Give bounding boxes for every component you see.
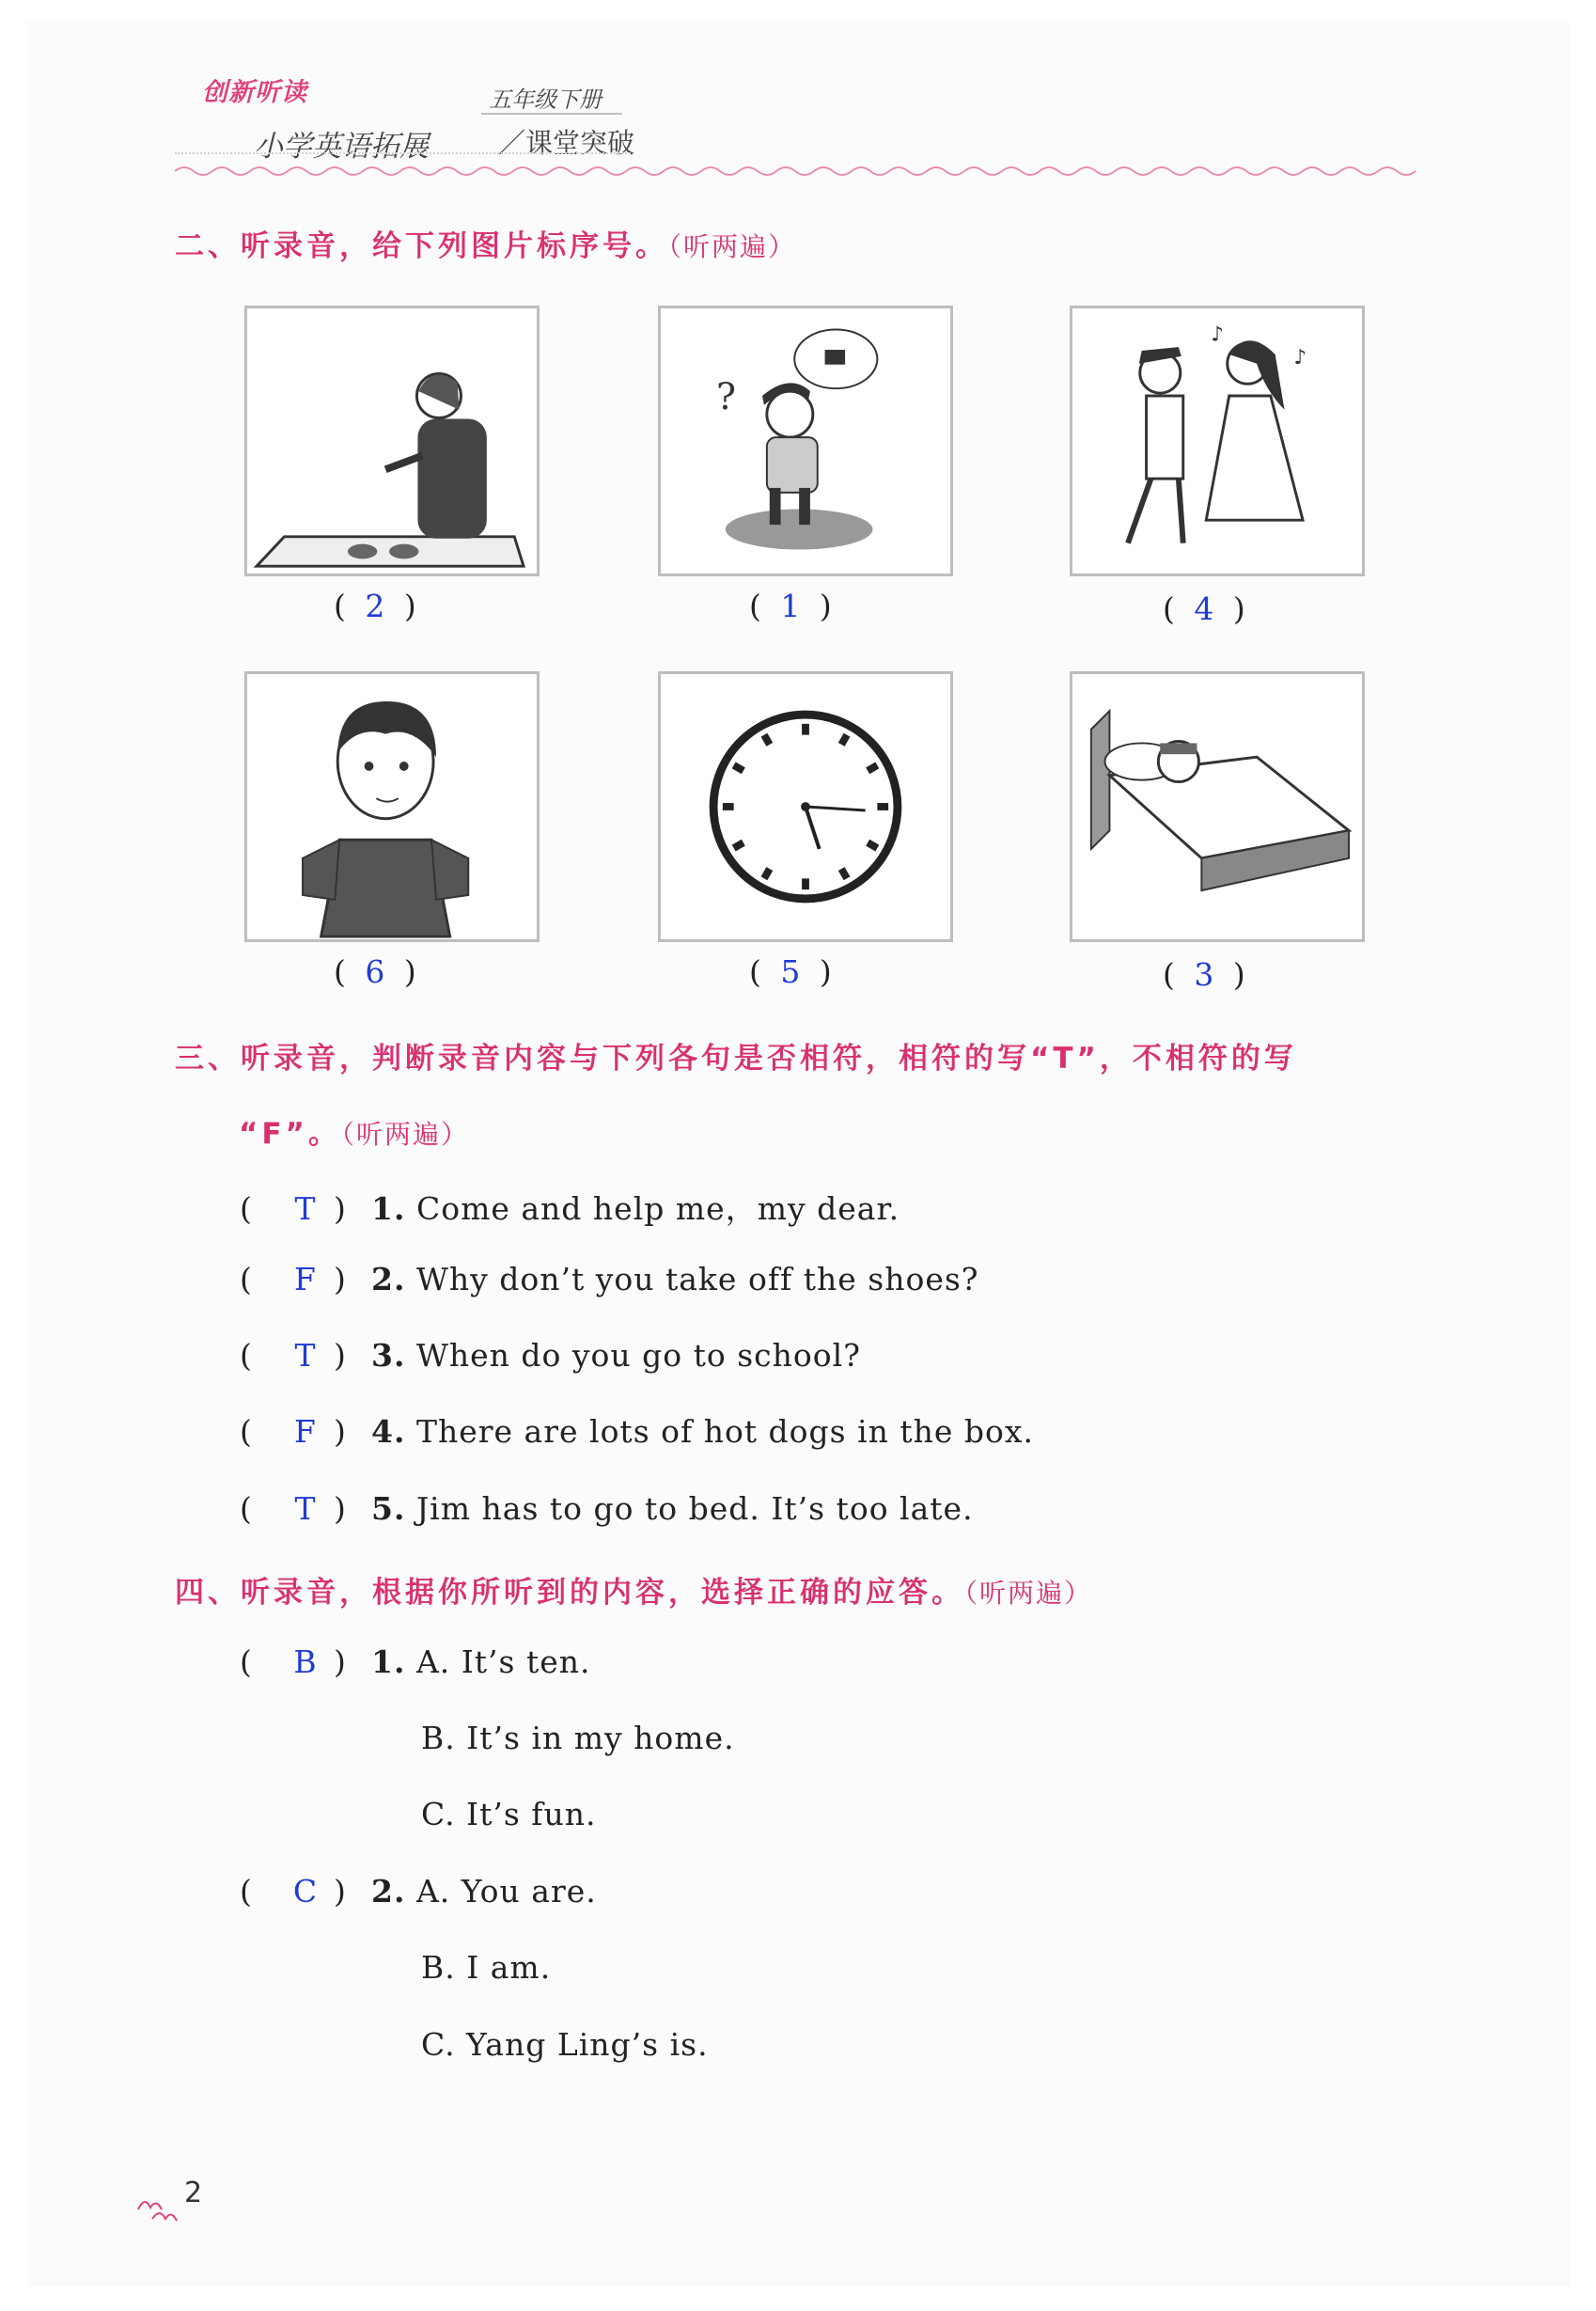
singing-dancing-couple-icon xyxy=(1072,308,1362,574)
man-at-table-icon xyxy=(247,308,537,574)
question-number: 1. xyxy=(371,1643,406,1680)
answer-value: 1 xyxy=(780,588,801,624)
question-row: ( F ) 2. Why don’t you take off the shoes? xyxy=(240,1261,979,1297)
clock-tick xyxy=(764,869,770,878)
sick-in-bed-icon xyxy=(1072,674,1362,939)
section-3-note: （听两遍） xyxy=(340,1119,469,1150)
clock-tick xyxy=(841,869,847,878)
section-3-heading-cont xyxy=(239,1109,469,1152)
grade-label: 五年级下册 xyxy=(489,86,602,113)
svg-text:♪: ♪ xyxy=(1293,345,1307,369)
picture-boy xyxy=(244,671,540,942)
question-row: ( B ) 1. A. It’s ten. xyxy=(240,1643,591,1680)
answer-slot: ( 1 ) xyxy=(749,588,832,624)
answer-value: 3 xyxy=(1194,956,1214,993)
answer-value: 2 xyxy=(365,588,385,624)
section-tag: ／课堂突破 xyxy=(498,127,635,159)
section-4-note: （听两遍） xyxy=(964,1578,1093,1609)
picture-man-at-table xyxy=(244,306,540,576)
question-number: 1. xyxy=(371,1190,406,1227)
thinking-girl-icon xyxy=(661,308,950,574)
answer-value: C xyxy=(292,1873,319,1910)
question-row: ( T ) 1. Come and help me，my dear. xyxy=(240,1190,900,1227)
question-number: 2. xyxy=(371,1261,406,1297)
clock-tick xyxy=(868,842,877,848)
question-row: ( T ) 5. Jim has to go to bed. It’s too late. xyxy=(240,1490,974,1527)
clock-tick xyxy=(841,735,847,745)
header-rule xyxy=(175,152,631,154)
section-2-heading xyxy=(175,222,796,264)
question-number: 4. xyxy=(371,1413,406,1450)
answer-slot: ( 6 ) xyxy=(334,953,416,990)
question-text: Come and help me，my dear. xyxy=(415,1190,900,1227)
clock-tick xyxy=(734,765,743,771)
section-2-note: （听两遍） xyxy=(668,231,797,262)
question-row: ( C ) 2. A. You are. xyxy=(240,1873,597,1910)
clock-tick xyxy=(764,735,770,745)
answer-slot: ( 5 ) xyxy=(749,953,832,990)
answer-value: T xyxy=(294,1337,317,1374)
clock-tick xyxy=(734,842,743,848)
book-subtitle: 小学英语拓展 xyxy=(254,130,429,164)
option-c: C. It’s fun. xyxy=(421,1796,597,1832)
wavy-divider xyxy=(175,162,1425,181)
question-row: ( F ) 4. There are lots of hot dogs in the box. xyxy=(240,1413,1035,1450)
answer-slot: ( 2 ) xyxy=(334,588,416,624)
brand-logo: 创新听读 xyxy=(202,78,307,107)
question-text: There are lots of hot dogs in the box. xyxy=(415,1413,1035,1450)
question-number: 5. xyxy=(371,1490,406,1527)
page-number: 2 xyxy=(184,2177,203,2209)
picture-sick-in-bed xyxy=(1070,671,1365,942)
option-b: B. It’s in my home. xyxy=(421,1720,735,1756)
answer-value: F xyxy=(294,1413,317,1450)
question-number: 3. xyxy=(371,1337,406,1374)
picture-thinking-girl xyxy=(658,306,953,576)
section-3-heading: 三、听录音，判断录音内容与下列各句是否相符，相符的写“T”，不相符的写 xyxy=(175,1042,1297,1076)
option-b: B. I am. xyxy=(421,1949,552,1986)
option-a: A. It’s ten. xyxy=(415,1643,591,1680)
clock-tick xyxy=(868,765,877,771)
answer-value: T xyxy=(294,1190,317,1227)
option-a: A. You are. xyxy=(415,1873,597,1910)
picture-singing-couple xyxy=(1070,306,1365,576)
clock-icon xyxy=(661,674,950,939)
question-text: Why don’t you take off the shoes? xyxy=(415,1261,979,1297)
answer-value: 4 xyxy=(1194,590,1214,627)
answer-value: F xyxy=(294,1261,317,1297)
section-3-title-line2: “F”。 xyxy=(239,1117,341,1151)
svg-text:?: ? xyxy=(716,376,737,419)
section-4-heading xyxy=(175,1568,1092,1611)
question-row: ( T ) 3. When do you go to school? xyxy=(240,1337,861,1374)
option-c: C. Yang Ling’s is. xyxy=(421,2026,709,2063)
question-text: Jim has to go to bed. It’s too late. xyxy=(415,1490,974,1527)
answer-value: 5 xyxy=(780,953,801,990)
answer-value: 6 xyxy=(365,953,385,990)
section-4-title: 四、听录音，根据你所听到的内容，选择正确的应答。 xyxy=(175,1576,964,1610)
question-number: 2. xyxy=(371,1873,406,1910)
boy-portrait-icon xyxy=(247,674,537,939)
picture-clock xyxy=(658,671,953,942)
question-text: When do you go to school? xyxy=(415,1337,861,1374)
section-2-title: 二、听录音，给下列图片标序号。 xyxy=(175,229,668,263)
answer-value: T xyxy=(294,1490,317,1527)
answer-slot: ( 4 ) xyxy=(1163,590,1245,627)
svg-text:♪: ♪ xyxy=(1211,322,1224,347)
divider xyxy=(481,113,622,115)
answer-slot: ( 3 ) xyxy=(1163,956,1245,993)
answer-value: B xyxy=(293,1643,318,1680)
